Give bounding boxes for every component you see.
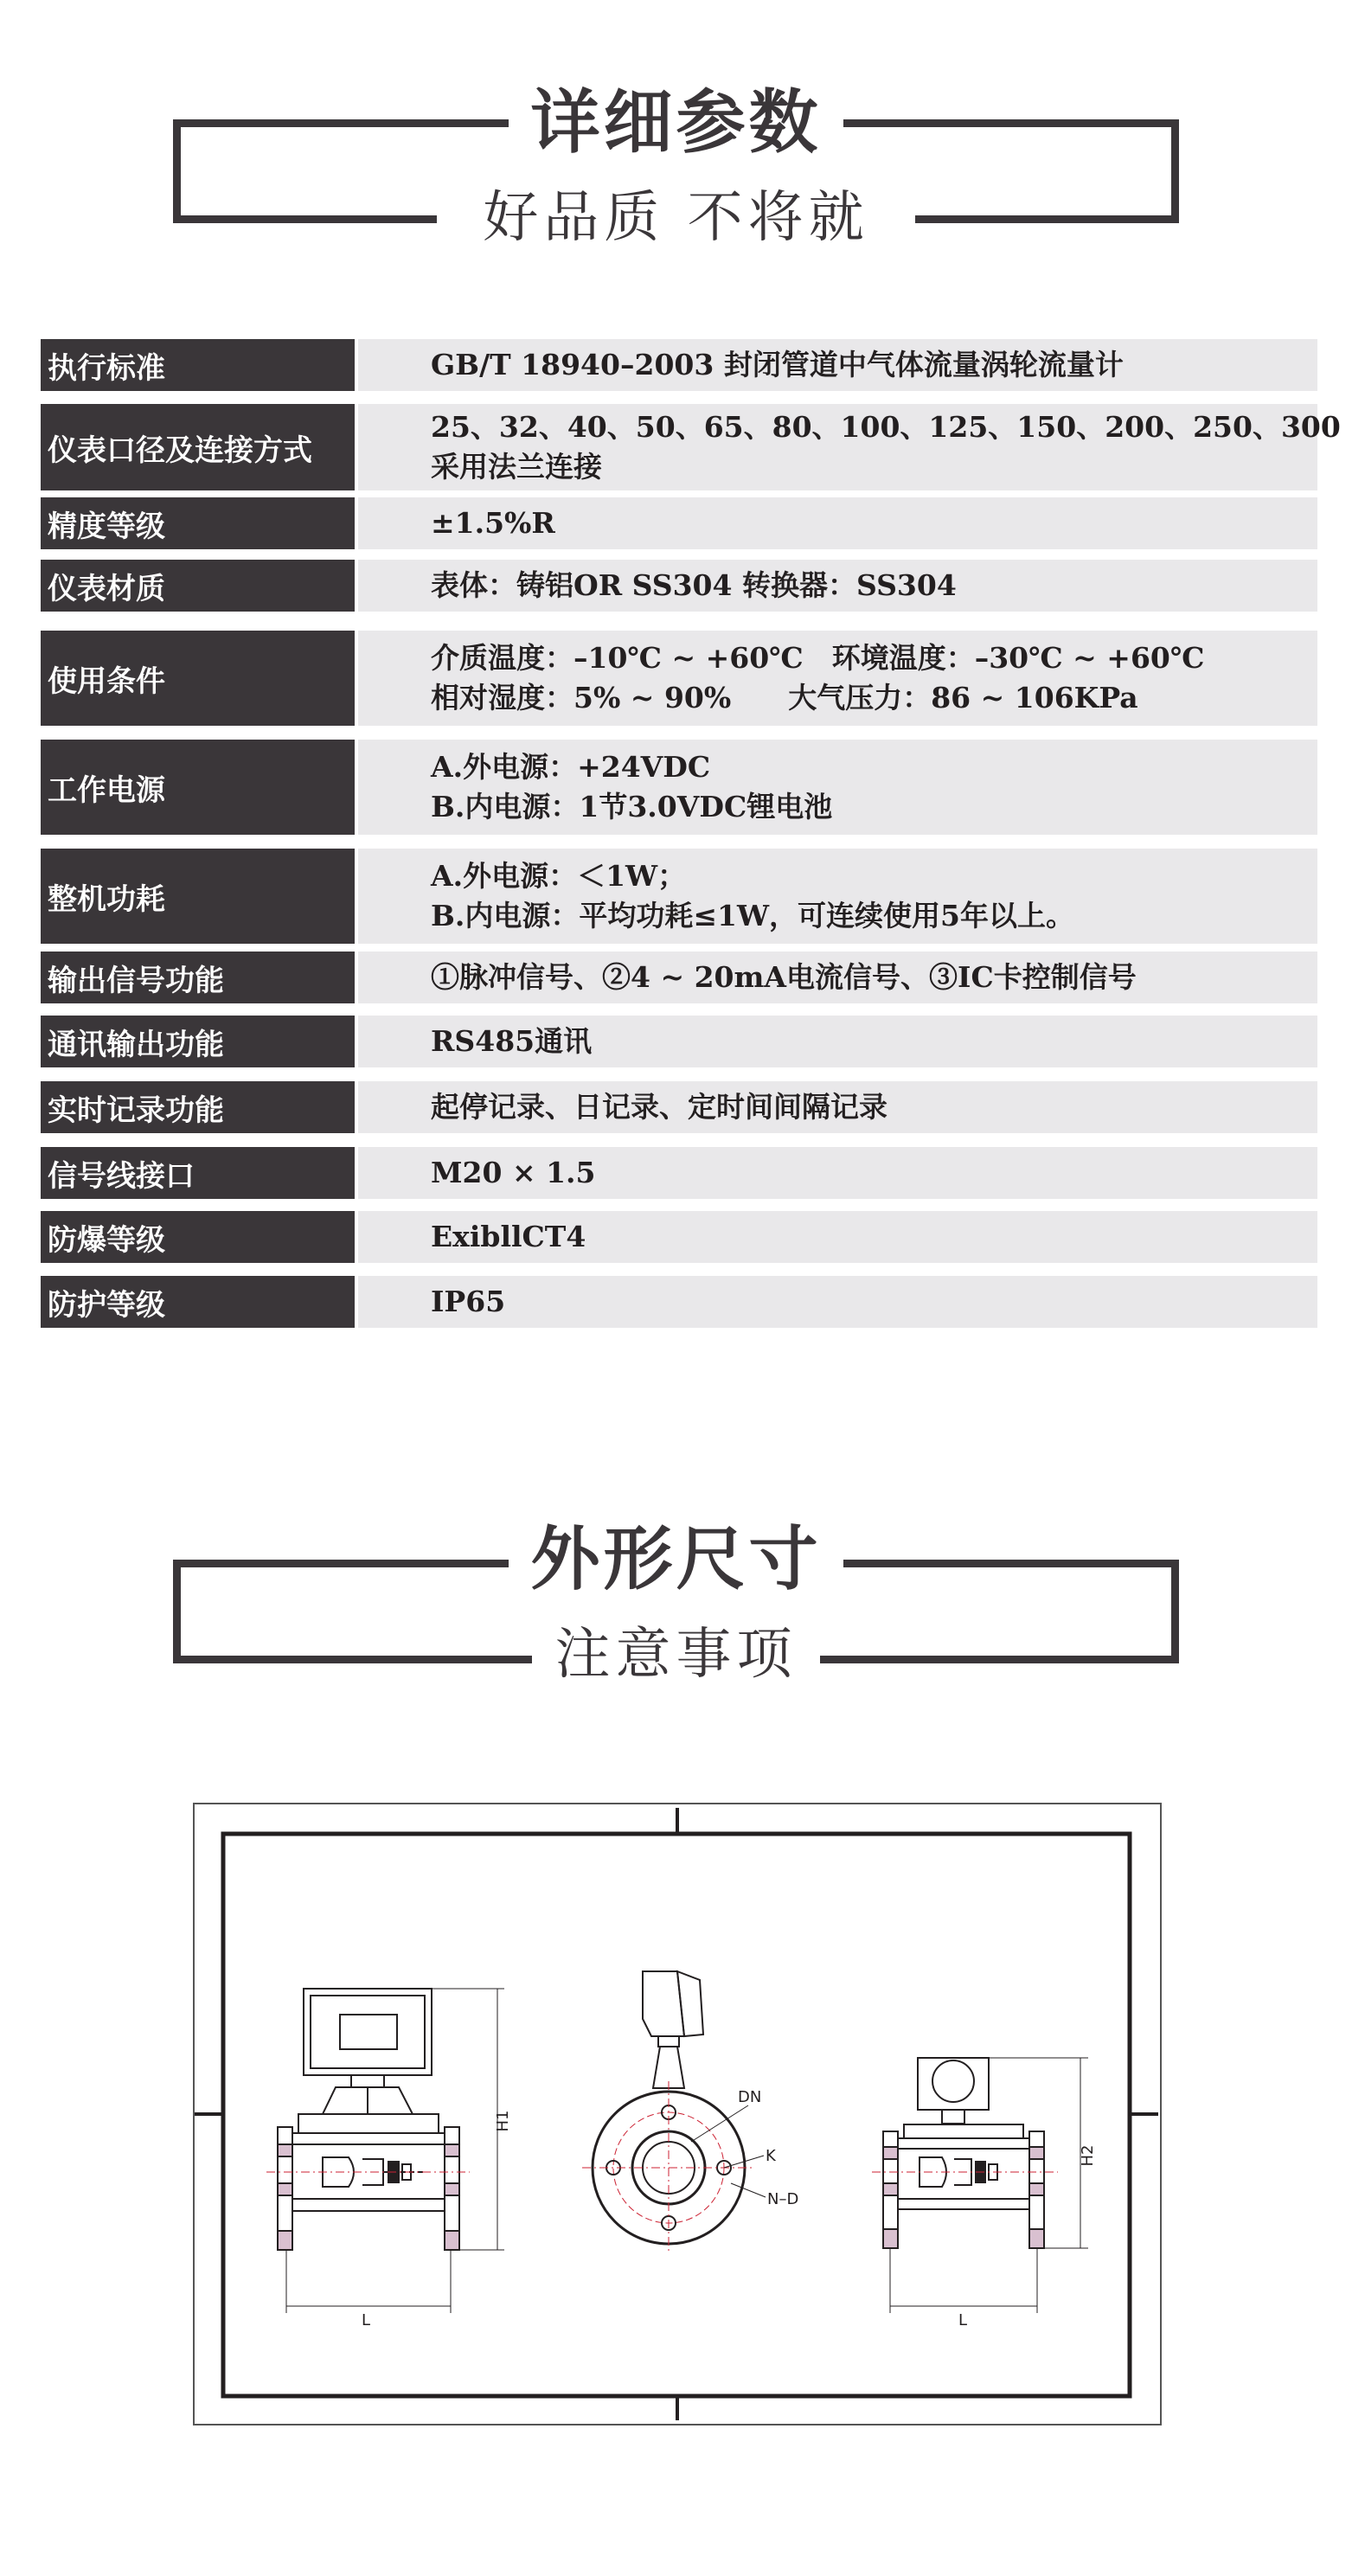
spec-value [358, 849, 1317, 944]
spec-label: 精度等级 [41, 497, 355, 549]
spec-value-line: RS485通讯 [431, 1024, 593, 1058]
spec-value-line: 采用法兰连接 [431, 450, 602, 484]
left-view [266, 1989, 504, 2313]
label-h2: H2 [1079, 2144, 1097, 2167]
spec-row [41, 631, 1317, 726]
spec-label: 仪表口径及连接方式 [41, 404, 355, 490]
spec-value [358, 1081, 1317, 1133]
spec-value-line: 相对湿度：5% ~ 90% 大气压力：86 ~ 106KPa [431, 681, 1138, 714]
label-l-right: L [958, 2311, 968, 2329]
spec-value [358, 497, 1317, 549]
section-header-parameters [0, 69, 1352, 251]
spec-row [41, 497, 1317, 549]
dimension-drawing [193, 1803, 1162, 2425]
spec-value-line: 介质温度：–10℃ ~ +60℃ 环境温度：–30℃ ~ +60℃ [431, 641, 1205, 675]
middle-view [582, 1971, 766, 2254]
spec-row [41, 1081, 1317, 1133]
spec-row [41, 952, 1317, 1003]
spec-row [41, 1276, 1317, 1328]
section-subtitle-quality: 好品质 不将就 [483, 186, 869, 250]
spec-label: 信号线接口 [41, 1147, 355, 1199]
spec-value [358, 1211, 1317, 1263]
spec-row [41, 404, 1341, 490]
spec-value-line: GB/T 18940–2003 封闭管道中气体流量涡轮流量计 [431, 348, 1124, 381]
spec-label: 仪表材质 [41, 560, 355, 612]
spec-label: 通讯输出功能 [41, 1016, 355, 1067]
spec-row [41, 849, 1317, 944]
spec-value-line: B.内电源：1节3.0VDC锂电池 [431, 790, 833, 823]
label-k: K [766, 2147, 776, 2165]
spec-value-line: 25、32、40、50、65、80、100、125、150、200、250、300 [431, 410, 1341, 444]
spec-value-line: A.外电源：+24VDC [431, 750, 711, 784]
spec-row [41, 740, 1317, 835]
section-title-dimensions: 外形尺寸 [530, 1519, 822, 1599]
spec-value-line: M20 × 1.5 [431, 1156, 596, 1189]
spec-row [41, 1147, 1317, 1199]
spec-value-line: ①脉冲信号、②4 ~ 20mA电流信号、③IC卡控制信号 [431, 960, 1137, 994]
spec-label: 实时记录功能 [41, 1081, 355, 1133]
spec-label: 工作电源 [41, 740, 355, 835]
spec-value [358, 1016, 1317, 1067]
spec-row [41, 1016, 1317, 1067]
spec-value [358, 952, 1317, 1003]
spec-value-line: A.外电源：＜1W； [431, 859, 687, 893]
spec-row [41, 339, 1317, 391]
spec-label: 输出信号功能 [41, 952, 355, 1003]
spec-row [41, 560, 1317, 612]
spec-label: 防护等级 [41, 1276, 355, 1328]
spec-value [358, 740, 1317, 835]
spec-row [41, 1211, 1317, 1263]
spec-value-line: IP65 [431, 1285, 506, 1318]
spec-label: 整机功耗 [41, 849, 355, 944]
label-nd: N–D [767, 2190, 799, 2208]
section-subtitle-notes: 注意事项 [554, 1623, 798, 1687]
spec-label: 防爆等级 [41, 1211, 355, 1263]
spec-label: 执行标准 [41, 339, 355, 391]
spec-value-line: ExibllCT4 [431, 1220, 586, 1253]
spec-value-line: 表体：铸铝OR SS304 转换器：SS304 [431, 568, 957, 602]
section-title-parameters: 详细参数 [530, 82, 822, 163]
spec-value [358, 404, 1341, 490]
spec-value [358, 1276, 1317, 1328]
spec-value-line: 起停记录、日记录、定时间间隔记录 [431, 1090, 887, 1124]
spec-value [358, 560, 1317, 612]
spec-value-line: B.内电源：平均功耗≤1W，可连续使用5年以上。 [431, 899, 1075, 932]
right-view [872, 2058, 1088, 2313]
spec-value [358, 339, 1317, 391]
label-dn: DN [738, 2088, 762, 2106]
label-h1: H1 [494, 2110, 512, 2132]
label-l-left: L [361, 2311, 371, 2329]
spec-value [358, 631, 1317, 726]
section-header-dimensions [0, 1499, 1352, 1687]
spec-value-line: ±1.5%R [431, 506, 555, 540]
spec-label: 使用条件 [41, 631, 355, 726]
spec-value [358, 1147, 1317, 1199]
